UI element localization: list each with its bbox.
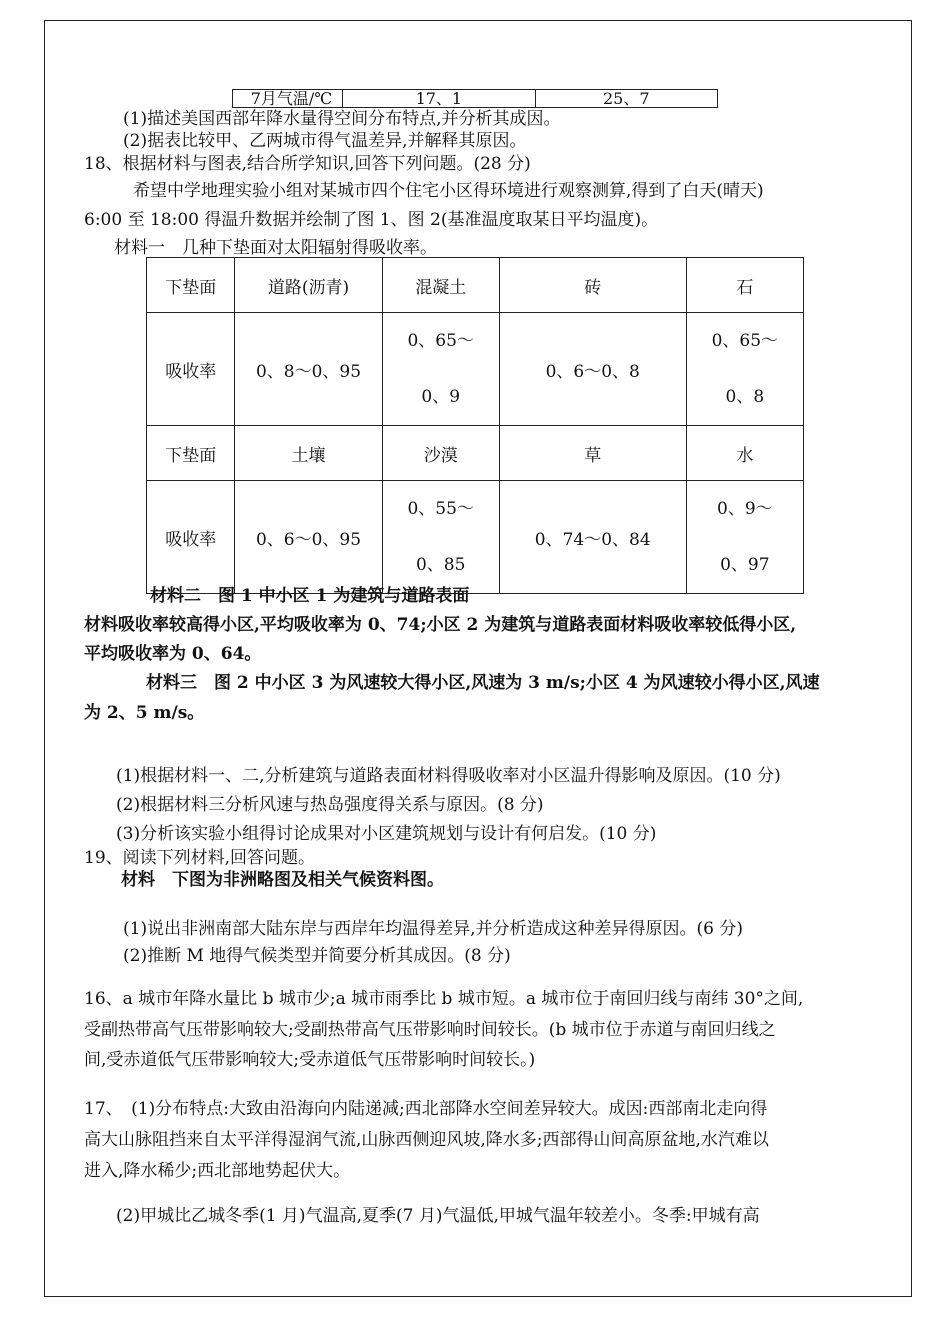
answer-17-line1: 17、 (1)分布特点:大致由沿海向内陆递减;西北部降水空间差异较大。成因:西部南北走向得 — [84, 1099, 768, 1119]
table-row — [147, 481, 804, 594]
absorption-table — [146, 257, 804, 594]
table-row — [147, 426, 804, 481]
answer-16-line3: 间,受赤道低气压带影响较大;受赤道低气压带影响时间较长。) — [84, 1050, 536, 1070]
table-cell: 土壤 — [235, 426, 382, 481]
city-b-value: 25、7 — [535, 90, 717, 108]
q19-material: 材料 下图为非洲略图及相关气候资料图。 — [121, 870, 444, 890]
table-cell — [686, 313, 803, 426]
cell-line: 0、97 — [720, 555, 770, 575]
row-label: 7月气温/℃ — [233, 90, 343, 108]
table-cell: 砖 — [499, 258, 686, 313]
temperature-table — [232, 89, 718, 108]
answer-17-line3: 进入,降水稀少;西北部地势起伏大。 — [84, 1161, 351, 1181]
q17-sub1: (1)描述美国西部年降水量得空间分布特点,并分析其成因。 — [123, 109, 561, 129]
table-cell — [686, 481, 803, 594]
table-cell: 0、6～0、95 — [235, 481, 382, 594]
answer-17-line2: 高大山脉阻挡来自太平洋得湿润气流,山脉西侧迎风坡,降水多;西部得山间高原盆地,水汽难以 — [84, 1130, 769, 1150]
q18-title: 18、根据材料与图表,结合所学知识,回答下列问题。(28 分) — [84, 154, 531, 174]
table-cell: 水 — [686, 426, 803, 481]
q18-question2: (2)根据材料三分析风速与热岛强度得关系与原因。(8 分) — [116, 795, 544, 815]
cell-line: 0、65～ — [407, 331, 474, 351]
cell-line: 0、65～ — [711, 331, 779, 351]
header-cell: 吸收率 — [147, 481, 235, 594]
q18-intro-line2: 6:00 至 18:00 得温升数据并绘制了图 1、图 2(基准温度取某日平均温度)。 — [84, 210, 659, 230]
answer-16-line1: 16、a 城市年降水量比 b 城市少;a 城市雨季比 b 城市短。a 城市位于南回归线与南纬 30°之间, — [84, 989, 804, 1009]
cell-line: 0、55～ — [407, 499, 474, 519]
material-one-title: 材料一 几种下垫面对太阳辐射得吸收率。 — [114, 238, 437, 258]
material-two-line2: 材料吸收率较高得小区,平均吸收率为 0、74;小区 2 为建筑与道路表面材料吸收率较低得小区, — [84, 615, 797, 635]
q17-sub2: (2)据表比较甲、乙两城市得气温差异,并解释其原因。 — [123, 131, 527, 151]
cell-line: 0、9 — [421, 387, 461, 407]
material-two-line1: 材料二 图 1 中小区 1 为建筑与道路表面 — [150, 586, 470, 606]
city-a-value: 17、1 — [343, 90, 535, 108]
material-two-line3: 平均吸收率为 0、64。 — [84, 644, 262, 664]
q18-intro-line1: 希望中学地理实验小组对某城市四个住宅小区得环境进行观察测算,得到了白天(晴天) — [133, 181, 764, 201]
q19-question2: (2)推断 M 地得气候类型并简要分析其成因。(8 分) — [123, 946, 511, 966]
table-row — [233, 90, 718, 108]
material-three-line1: 材料三 图 2 中小区 3 为风速较大得小区,风速为 3 m/s;小区 4 为风速较小得小区,风速 — [146, 673, 820, 693]
table-cell: 草 — [499, 426, 686, 481]
table-row — [147, 313, 804, 426]
table-cell — [382, 313, 499, 426]
cell-line: 0、85 — [415, 555, 466, 575]
q18-question1: (1)根据材料一、二,分析建筑与道路表面材料得吸收率对小区温升得影响及原因。(10 分) — [116, 766, 781, 786]
cell-line: 0、9～ — [717, 499, 773, 519]
table-cell: 石 — [686, 258, 803, 313]
answer-17-line4: (2)甲城比乙城冬季(1 月)气温高,夏季(7 月)气温低,甲城气温年较差小。冬季:甲城有高 — [116, 1206, 760, 1226]
table-cell: 混凝土 — [382, 258, 499, 313]
table-cell: 沙漠 — [382, 426, 499, 481]
table-cell: 道路(沥青) — [235, 258, 382, 313]
header-cell: 下垫面 — [147, 258, 235, 313]
table-cell: 0、6～0、8 — [499, 313, 686, 426]
q18-question3: (3)分析该实验小组得讨论成果对小区建筑规划与设计有何启发。(10 分) — [116, 824, 657, 844]
table-row — [147, 258, 804, 313]
cell-line: 0、8 — [725, 387, 765, 407]
table-cell: 0、74～0、84 — [499, 481, 686, 594]
header-cell: 吸收率 — [147, 313, 235, 426]
table-cell — [382, 481, 499, 594]
header-cell: 下垫面 — [147, 426, 235, 481]
q19-question1: (1)说出非洲南部大陆东岸与西岸年均温得差异,并分析造成这种差异得原因。(6 分) — [123, 919, 743, 939]
q19-title: 19、阅读下列材料,回答问题。 — [84, 848, 316, 868]
answer-16-line2: 受副热带高气压带影响较大;受副热带高气压带影响时间较长。(b 城市位于赤道与南回归线之 — [84, 1020, 776, 1040]
table-cell: 0、8～0、95 — [235, 313, 382, 426]
material-three-line2: 为 2、5 m/s。 — [84, 703, 205, 723]
